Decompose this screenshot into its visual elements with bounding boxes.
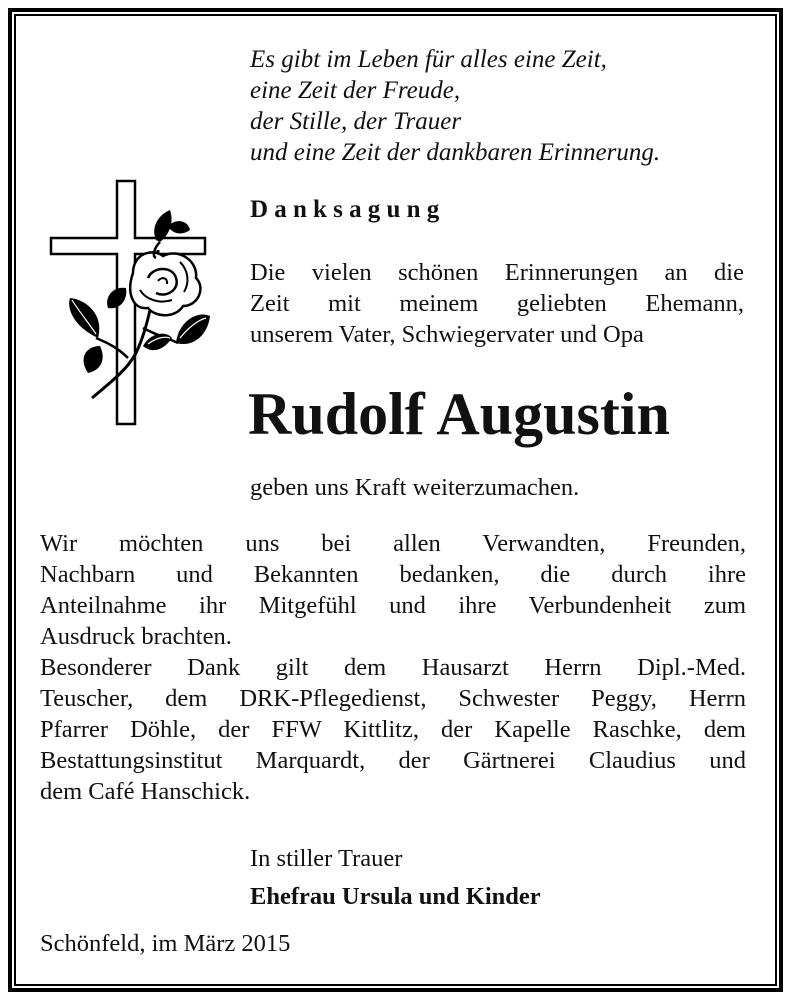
cross-with-rose-icon [48,178,213,428]
body-line: Besonderer Dank gilt dem Hausarzt Herrn Dipl.-Med. [40,654,746,681]
body-line: dem Café Hanschick. [40,778,251,805]
heading-thanks: Danksagung [250,196,446,223]
place-date: Schönfeld, im März 2015 [40,930,291,957]
body-line: Ausdruck brachten. [40,623,232,650]
rose-icon [130,210,200,315]
body-line: Nachbarn und Bekannten bedanken, die durch ihre [40,561,746,588]
intro-line: Die vielen schönen Erinnerungen an die [250,259,744,286]
poem-line: der Stille, der Trauer [250,108,462,135]
intro-text [250,257,744,350]
family-signature: Ehefrau Ursula und Kinder [250,883,541,910]
strength-line: geben uns Kraft weiterzumachen. [250,474,580,501]
intro-line: unserem Vater, Schwiegervater und Opa [250,321,644,348]
poem-line: und eine Zeit der dankbaren Erinnerung. [250,139,661,166]
poem-line: Es gibt im Leben für alles eine Zeit, [250,46,607,73]
body-line: Bestattungsinstitut Marquardt, der Gärtnerei Claudius und [40,747,746,774]
body-line: Wir möchten uns bei allen Verwandten, Freunden, [40,530,746,557]
body-line: Anteilnahme ihr Mitgefühl und ihre Verbundenheit zum [40,592,746,619]
poem [250,44,760,168]
body-line: Teuscher, dem DRK-Pflegedienst, Schwester Peggy, Herrn [40,685,746,712]
deceased-name: Rudolf Augustin [248,381,670,447]
body-line: Pfarrer Döhle, der FFW Kittlitz, der Kapelle Raschke, dem [40,716,746,743]
intro-line: Zeit mit meinem geliebten Ehemann, [250,290,744,317]
poem-line: eine Zeit der Freude, [250,77,461,104]
mourning-line: In stiller Trauer [250,845,403,872]
body-text [40,528,746,807]
